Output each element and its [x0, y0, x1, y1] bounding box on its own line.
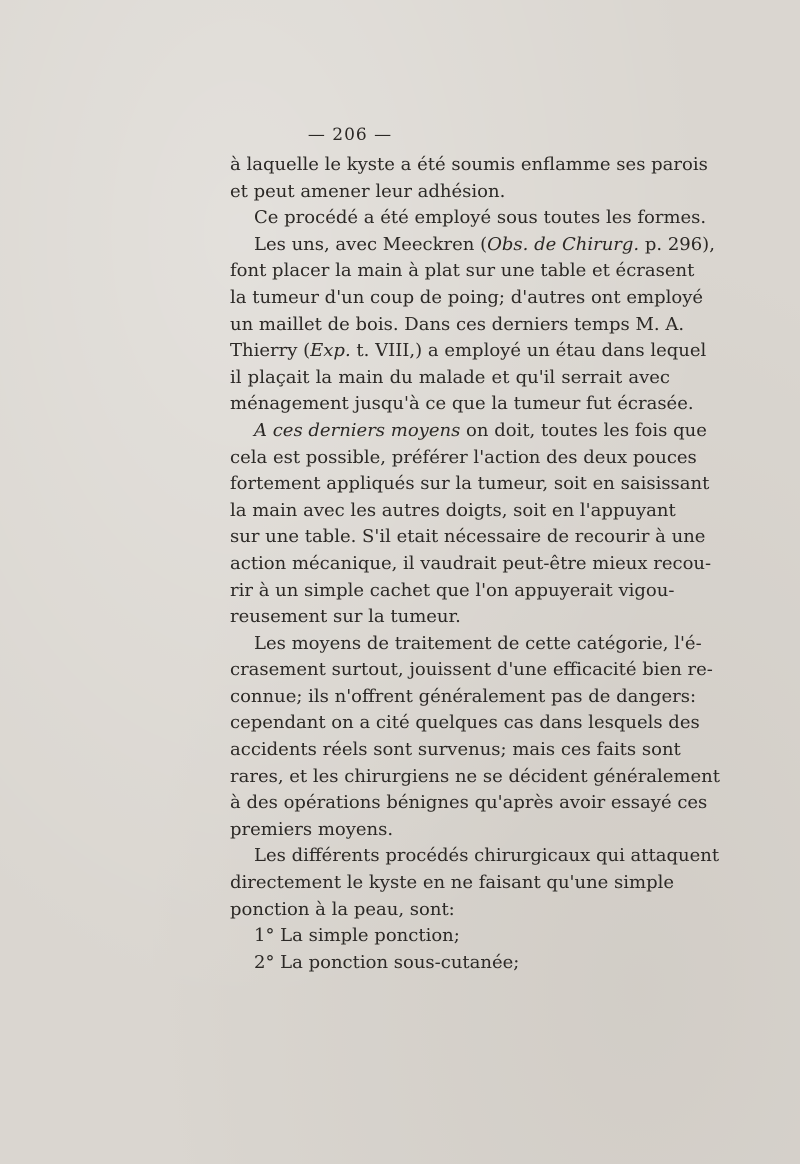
- italic-segment: Exp.: [310, 340, 351, 362]
- text-segment: Les uns, avec Meeckren (: [254, 233, 488, 255]
- text-segment: Les moyens de traitement de cette catégorie, l'é-: [254, 632, 702, 654]
- text-segment: fortement appliqués sur la tumeur, soit en saisissant: [230, 473, 710, 495]
- text-line: [230, 471, 710, 498]
- text-line: [230, 578, 675, 605]
- text-line: [230, 445, 697, 472]
- text-segment: la tumeur d'un coup de poing; d'autres ont employé: [230, 286, 704, 308]
- text-segment: rares, et les chirurgiens ne se décident généralement: [230, 765, 720, 787]
- text-line: [230, 551, 712, 578]
- text-line: [230, 790, 708, 817]
- text-line: [230, 923, 670, 950]
- text-segment: il plaçait la main du malade et qu'il serrait avec: [230, 366, 670, 388]
- text-line: [230, 950, 670, 977]
- text-segment: sur une table. S'il etait nécessaire de recourir à une: [230, 526, 706, 548]
- italic-segment: A ces derniers moyens: [254, 419, 461, 441]
- text-line: [230, 737, 681, 764]
- text-segment: à des opérations bénignes qu'après avoir essayé ces: [230, 792, 708, 814]
- text-line: [230, 870, 675, 897]
- text-line: [230, 152, 708, 179]
- text-segment: Ce procédé a été employé sous toutes les formes.: [254, 207, 707, 229]
- text-line: [230, 365, 670, 392]
- text-segment: à laquelle le kyste a été soumis enflamme ses parois: [230, 154, 708, 175]
- text-segment: 2° La ponction sous-cutanée;: [254, 951, 520, 973]
- text-segment: rir à un simple cachet que l'on appuyerait vigou-: [230, 579, 675, 601]
- text-line: [230, 604, 670, 631]
- text-line: [230, 338, 707, 365]
- text-segment: connue; ils n'offrent généralement pas de dangers:: [230, 685, 697, 707]
- page-number: — 206 —: [307, 125, 393, 145]
- text-line: [230, 285, 704, 312]
- text-line: [230, 657, 713, 684]
- text-segment: accidents réels sont survenus; mais ces faits sont: [230, 739, 681, 761]
- text-segment: ponction à la peau, sont:: [230, 898, 455, 920]
- text-segment: et peut amener leur adhésion.: [230, 180, 506, 202]
- text-segment: crasement surtout, jouissent d'une efficacité bien re-: [230, 659, 713, 681]
- text-line: [230, 205, 707, 232]
- text-line: [230, 710, 700, 737]
- body-text: [230, 152, 720, 976]
- text-segment: ménagement jusqu'à ce que la tumeur fut écrasée.: [230, 393, 694, 415]
- text-segment: Thierry (: [230, 340, 311, 362]
- text-line: [230, 843, 720, 870]
- text-line: [230, 631, 702, 658]
- text-segment: directement le kyste en ne faisant qu'une simple: [230, 872, 675, 894]
- text-line: [230, 179, 670, 206]
- text-segment: p. 296),: [639, 233, 715, 255]
- text-segment: un maillet de bois. Dans ces derniers temps M. A.: [230, 313, 685, 335]
- text-line: [230, 764, 720, 791]
- text-line: [230, 232, 715, 259]
- text-segment: cela est possible, préférer l'action des deux pouces: [230, 446, 697, 468]
- text-segment: font placer la main à plat sur une table et écrasent: [230, 260, 695, 282]
- italic-segment: Obs. de Chirurg.: [487, 233, 640, 255]
- text-line: [230, 418, 707, 445]
- text-segment: reusement sur la tumeur.: [230, 606, 461, 628]
- text-line: [230, 312, 685, 339]
- text-segment: cependant on a cité quelques cas dans lesquels des: [230, 712, 700, 734]
- text-segment: Les différents procédés chirurgicaux qui attaquent: [254, 845, 720, 867]
- text-line: [230, 817, 670, 844]
- text-line: [230, 524, 706, 551]
- text-segment: premiers moyens.: [230, 818, 394, 840]
- text-segment: on doit, toutes les fois que: [460, 419, 707, 441]
- text-segment: 1° La simple ponction;: [254, 925, 460, 947]
- text-line: [230, 391, 694, 418]
- text-line: [230, 258, 695, 285]
- text-line: [230, 498, 676, 525]
- text-line: [230, 684, 697, 711]
- text-segment: la main avec les autres doigts, soit en l'appuyant: [230, 499, 676, 521]
- text-segment: action mécanique, il vaudrait peut-être mieux recou-: [230, 552, 712, 574]
- text-line: [230, 897, 670, 924]
- text-segment: t. VIII,) a employé un étau dans lequel: [350, 340, 707, 362]
